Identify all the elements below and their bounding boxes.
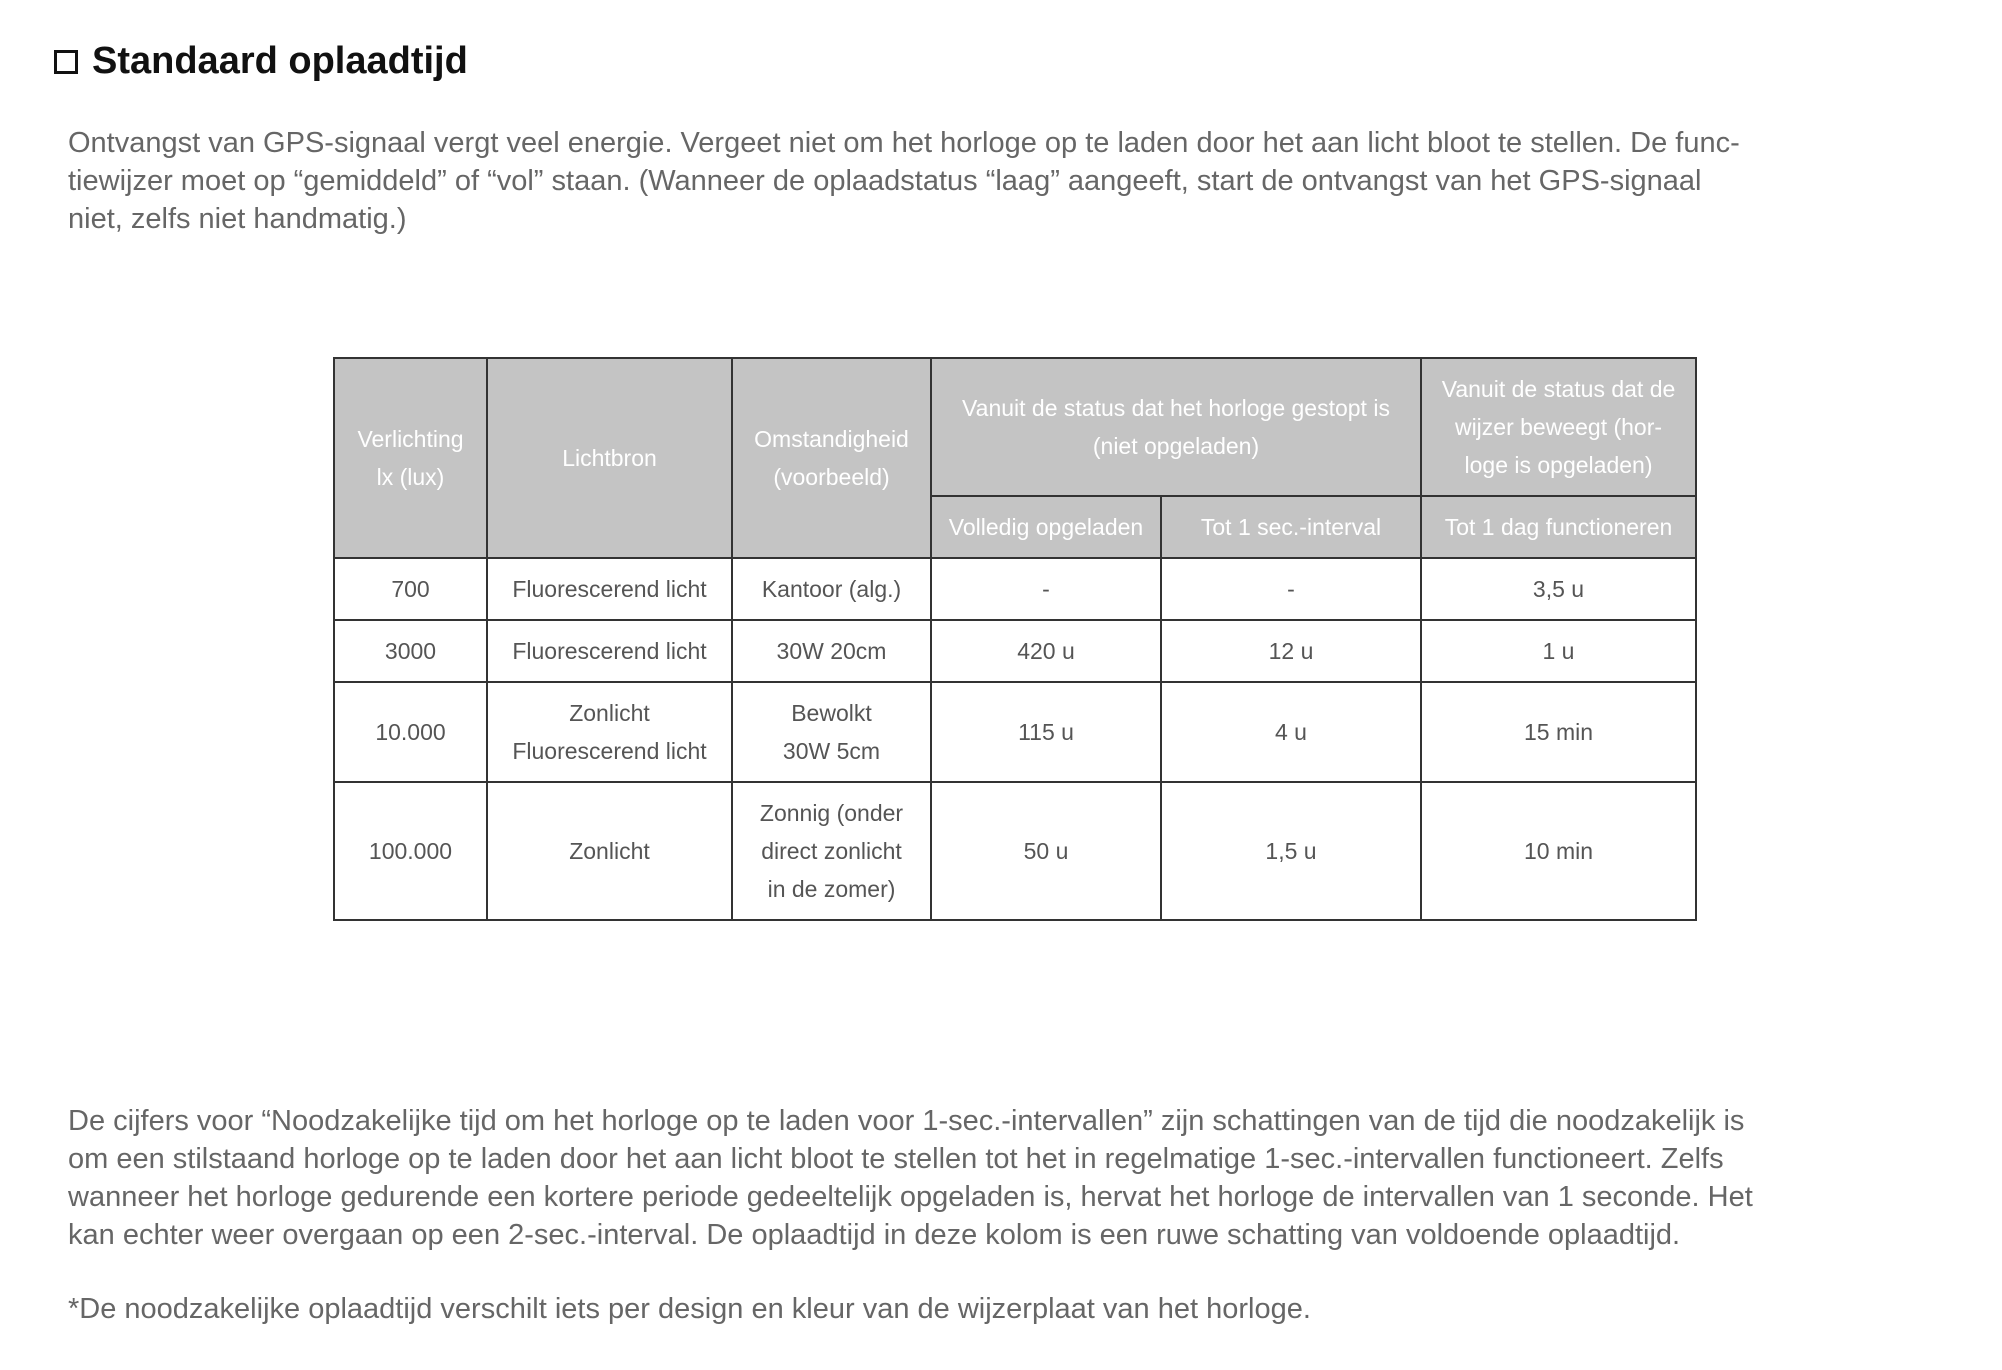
section-title: Standaard oplaadtijd <box>92 40 468 82</box>
header-light-source: Lichtbron <box>487 358 732 558</box>
cell-full: 115 u <box>931 682 1161 782</box>
intro-line: tiewijzer moet op “gemiddeld” of “vol” staan. (Wanneer de oplaadstatus “laag” aangeeft, start de ontvangst van het GPS-signaal <box>68 165 1702 197</box>
footnote: *De noodzakelijke oplaadtijd verschilt iets per design en kleur van de wijzerplaat van het horloge. <box>68 1293 1311 1325</box>
explanation-line: om een stilstaand horloge op te laden door het aan licht bloot te stellen tot het in regelmatige 1-sec.-intervallen functioneert. Zelfs <box>68 1143 1724 1175</box>
charging-time-table <box>333 357 1697 921</box>
cell-day: 10 min <box>1421 782 1696 920</box>
cell-lux: 10.000 <box>334 682 487 782</box>
section-heading <box>54 40 468 83</box>
header-stopped-group: Vanuit de status dat het horloge gestopt is (niet opgeladen) <box>931 358 1421 496</box>
cell-day: 15 min <box>1421 682 1696 782</box>
cell-condition: Kantoor (alg.) <box>732 558 931 620</box>
table-row <box>334 782 1696 920</box>
cell-source: Zonlicht <box>487 782 732 920</box>
cell-source: Zonlicht Fluorescerend licht <box>487 682 732 782</box>
cell-day: 3,5 u <box>1421 558 1696 620</box>
empty-square-icon <box>54 50 78 74</box>
cell-full: 420 u <box>931 620 1161 682</box>
cell-lux: 3000 <box>334 620 487 682</box>
explanation-line: kan echter weer overgaan op een 2-sec.-interval. De oplaadtijd in deze kolom is een ruwe schatting van voldoende oplaadtijd. <box>68 1219 1681 1251</box>
cell-interval: 12 u <box>1161 620 1421 682</box>
intro-line: niet, zelfs niet handmatig.) <box>68 203 407 235</box>
header-full-charge: Volledig opgeladen <box>931 496 1161 558</box>
cell-source: Fluorescerend licht <box>487 620 732 682</box>
cell-interval: 1,5 u <box>1161 782 1421 920</box>
cell-full: - <box>931 558 1161 620</box>
explanation-line: De cijfers voor “Noodzakelijke tijd om het horloge op te laden voor 1-sec.-intervallen” zijn schattingen van de tijd die noodzakelijk is <box>68 1105 1745 1137</box>
table-row <box>334 682 1696 782</box>
explanation-line: wanneer het horloge gedurende een kortere periode gedeeltelijk opgeladen is, hervat het horloge de intervallen van 1 seconde. Het <box>68 1181 1753 1213</box>
cell-full: 50 u <box>931 782 1161 920</box>
header-one-day: Tot 1 dag functioneren <box>1421 496 1696 558</box>
header-one-sec-interval: Tot 1 sec.-interval <box>1161 496 1421 558</box>
cell-condition: Zonnig (onder direct zonlicht in de zomer) <box>732 782 931 920</box>
intro-paragraph <box>68 124 1958 238</box>
cell-lux: 100.000 <box>334 782 487 920</box>
cell-day: 1 u <box>1421 620 1696 682</box>
table-row <box>334 558 1696 620</box>
header-moving-group: Vanuit de status dat de wijzer beweegt (hor- loge is opgeladen) <box>1421 358 1696 496</box>
intro-line: Ontvangst van GPS-signaal vergt veel energie. Vergeet niet om het horloge op te laden door het aan licht bloot te stellen. De func- <box>68 127 1740 159</box>
cell-source: Fluorescerend licht <box>487 558 732 620</box>
cell-interval: 4 u <box>1161 682 1421 782</box>
header-illuminance: Verlichting lx (lux) <box>334 358 487 558</box>
cell-condition: 30W 20cm <box>732 620 931 682</box>
cell-lux: 700 <box>334 558 487 620</box>
cell-condition: Bewolkt 30W 5cm <box>732 682 931 782</box>
table-row <box>334 620 1696 682</box>
explanation-paragraph <box>68 1102 1958 1254</box>
header-condition: Omstandigheid (voorbeeld) <box>732 358 931 558</box>
cell-interval: - <box>1161 558 1421 620</box>
